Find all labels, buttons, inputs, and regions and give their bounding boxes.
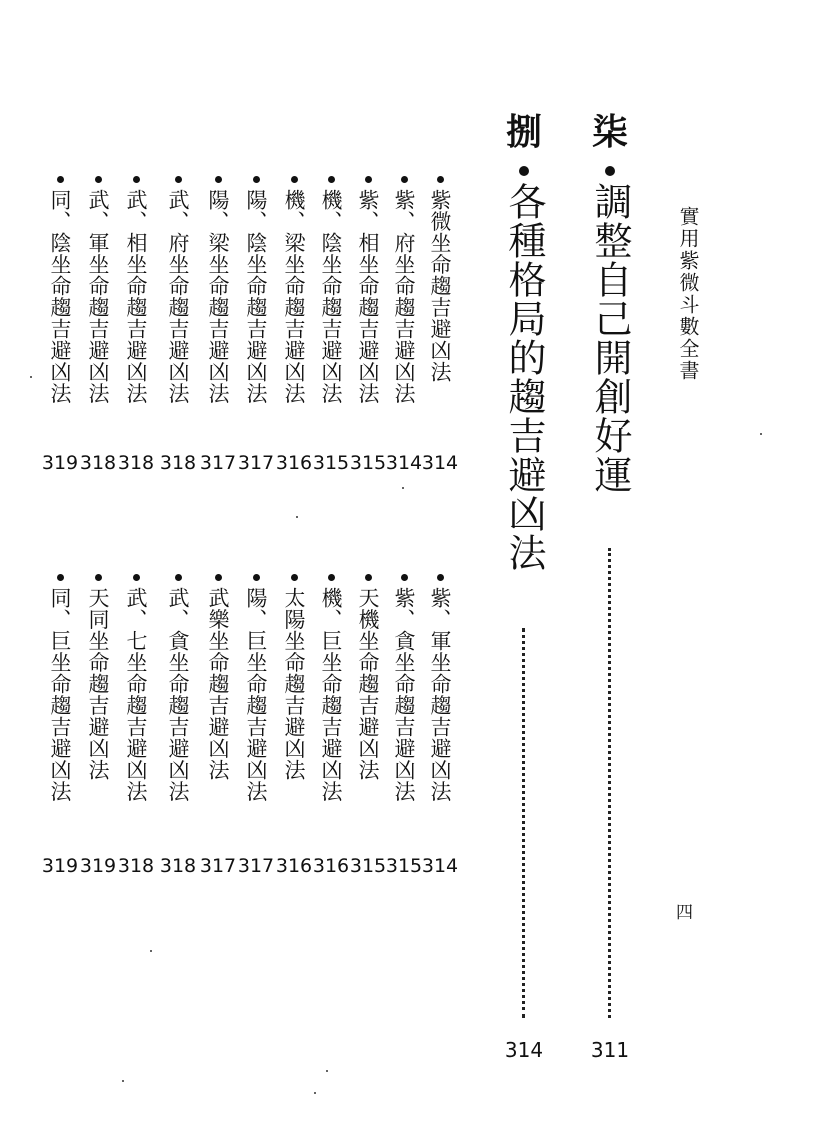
bullet-icon xyxy=(215,176,222,183)
toc-entry[interactable] xyxy=(313,574,349,802)
toc-entry[interactable] xyxy=(160,176,196,404)
bullet-icon xyxy=(328,176,335,183)
chapter-number: 捌 xyxy=(505,111,542,153)
entry-page: 316 xyxy=(275,452,313,474)
entry-title: 紫、府坐命趨吉避凶法 xyxy=(392,189,416,404)
scan-speck xyxy=(760,433,762,435)
toc-entry[interactable] xyxy=(118,574,154,802)
toc-entry[interactable] xyxy=(160,574,196,802)
toc-entry[interactable] xyxy=(238,176,274,404)
entry-title: 太陽坐命趨吉避凶法 xyxy=(282,587,306,781)
entry-title: 紫微坐命趨吉避凶法 xyxy=(428,189,452,383)
entry-page: 318 xyxy=(79,452,117,474)
scan-speck xyxy=(314,1092,316,1094)
chapter-title: 各種格局的趨吉避凶法 xyxy=(502,182,546,572)
entry-title: 陽、巨坐命趨吉避凶法 xyxy=(244,587,268,802)
entry-page: 315 xyxy=(312,452,350,474)
book-title: 實用紫微斗數全書 xyxy=(676,206,700,382)
toc-entry[interactable] xyxy=(386,176,422,404)
entry-title: 同、陰坐命趨吉避凶法 xyxy=(48,189,72,404)
entry-page: 315 xyxy=(385,855,423,877)
toc-entry[interactable] xyxy=(42,574,78,802)
bullet-icon xyxy=(605,166,615,176)
toc-entry[interactable] xyxy=(386,574,422,802)
dot-leader xyxy=(608,548,611,1018)
entry-title: 武、府坐命趨吉避凶法 xyxy=(166,189,190,404)
dot-leader xyxy=(522,628,525,1018)
entry-title: 紫、相坐命趨吉避凶法 xyxy=(356,189,380,404)
entry-title: 武、貪坐命趨吉避凶法 xyxy=(166,587,190,802)
bullet-icon xyxy=(133,574,140,581)
bullet-icon xyxy=(57,574,64,581)
entry-title: 武、七坐命趨吉避凶法 xyxy=(124,587,148,802)
bullet-icon xyxy=(175,574,182,581)
entry-page: 314 xyxy=(421,855,459,877)
bullet-icon xyxy=(95,176,102,183)
entry-page: 314 xyxy=(385,452,423,474)
toc-entry[interactable] xyxy=(118,176,154,404)
toc-entry[interactable] xyxy=(350,574,386,781)
bullet-icon xyxy=(519,166,529,176)
entry-page: 316 xyxy=(275,855,313,877)
bullet-icon xyxy=(328,574,335,581)
entry-page: 317 xyxy=(199,855,237,877)
bullet-icon xyxy=(437,574,444,581)
entry-page: 318 xyxy=(117,855,155,877)
bullet-icon xyxy=(401,176,408,183)
entry-title: 天機坐命趨吉避凶法 xyxy=(356,587,380,781)
toc-entry[interactable] xyxy=(238,574,274,802)
scan-speck xyxy=(30,376,32,378)
entry-page: 318 xyxy=(159,452,197,474)
entry-title: 紫、貪坐命趨吉避凶法 xyxy=(392,587,416,802)
entry-page: 319 xyxy=(79,855,117,877)
toc-entry[interactable] xyxy=(350,176,386,404)
bullet-icon xyxy=(253,574,260,581)
bullet-icon xyxy=(365,176,372,183)
toc-entry[interactable] xyxy=(42,176,78,404)
toc-entry[interactable] xyxy=(80,574,116,781)
scan-speck xyxy=(326,1070,328,1072)
bullet-icon xyxy=(291,176,298,183)
chapter-number: 柒 xyxy=(591,111,628,153)
bullet-icon xyxy=(401,574,408,581)
bullet-icon xyxy=(365,574,372,581)
entry-title: 武、相坐命趨吉避凶法 xyxy=(124,189,148,404)
entry-title: 陽、梁坐命趨吉避凶法 xyxy=(206,189,230,404)
entry-page: 316 xyxy=(312,855,350,877)
toc-entry[interactable] xyxy=(422,176,458,383)
scan-speck xyxy=(150,950,152,952)
chapter-title: 調整自己開創好運 xyxy=(588,182,632,494)
entry-title: 機、巨坐命趨吉避凶法 xyxy=(319,587,343,802)
toc-entry[interactable] xyxy=(276,574,312,781)
bullet-icon xyxy=(291,574,298,581)
toc-entry[interactable] xyxy=(313,176,349,404)
toc-entry[interactable] xyxy=(200,176,236,404)
chapter-eight[interactable] xyxy=(496,112,552,572)
bullet-icon xyxy=(253,176,260,183)
entry-title: 武、軍坐命趨吉避凶法 xyxy=(86,189,110,404)
bullet-icon xyxy=(175,176,182,183)
chapter-seven[interactable] xyxy=(582,112,638,494)
entry-page: 317 xyxy=(237,855,275,877)
page-number: 四 xyxy=(676,903,693,923)
entry-title: 天同坐命趨吉避凶法 xyxy=(86,587,110,781)
bullet-icon xyxy=(215,574,222,581)
chapter-page: 311 xyxy=(590,1038,630,1062)
entry-page: 317 xyxy=(199,452,237,474)
toc-entry[interactable] xyxy=(80,176,116,404)
entry-title: 機、梁坐命趨吉避凶法 xyxy=(282,189,306,404)
bullet-icon xyxy=(57,176,64,183)
scan-speck xyxy=(296,516,298,518)
toc-entry[interactable] xyxy=(200,574,236,781)
entry-page: 318 xyxy=(159,855,197,877)
scan-speck xyxy=(122,1080,124,1082)
entry-page: 314 xyxy=(421,452,459,474)
scan-speck xyxy=(402,487,404,489)
entry-page: 319 xyxy=(41,452,79,474)
toc-entry[interactable] xyxy=(276,176,312,404)
chapter-page: 314 xyxy=(504,1038,544,1062)
entry-page: 318 xyxy=(117,452,155,474)
bullet-icon xyxy=(95,574,102,581)
entry-page: 315 xyxy=(349,452,387,474)
entry-page: 317 xyxy=(237,452,275,474)
entry-title: 同、巨坐命趨吉避凶法 xyxy=(48,587,72,802)
entry-title: 機、陰坐命趨吉避凶法 xyxy=(319,189,343,404)
bullet-icon xyxy=(437,176,444,183)
entry-title: 武樂坐命趨吉避凶法 xyxy=(206,587,230,781)
bullet-icon xyxy=(133,176,140,183)
toc-entry[interactable] xyxy=(422,574,458,802)
entry-title: 紫、軍坐命趨吉避凶法 xyxy=(428,587,452,802)
entry-page: 315 xyxy=(349,855,387,877)
entry-page: 319 xyxy=(41,855,79,877)
entry-title: 陽、陰坐命趨吉避凶法 xyxy=(244,189,268,404)
